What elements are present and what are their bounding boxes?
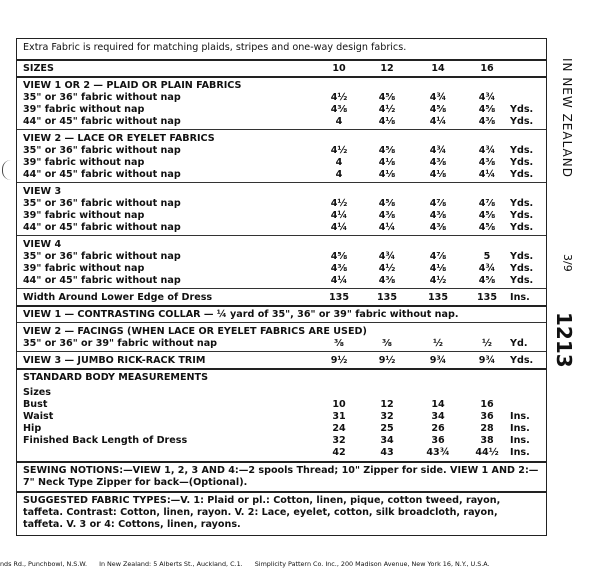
cell: ⅜	[382, 338, 392, 349]
row-label: Width Around Lower Edge of Dress	[23, 292, 213, 303]
cell: 4⅝	[330, 251, 348, 262]
unit: Yds.	[510, 198, 534, 209]
footer-address-nz: In New Zealand: 5 Alberts St., Auckland, C.1.	[99, 560, 243, 568]
cell: 28	[480, 423, 494, 434]
unit: Yds.	[510, 275, 534, 286]
unit: Ins.	[510, 292, 530, 303]
cell: 4⅜	[330, 104, 348, 115]
row-label: 35" or 36" fabric without nap	[23, 251, 181, 262]
row-label: Bust	[23, 399, 48, 410]
cell: 36	[480, 411, 494, 422]
cell: 9¾	[429, 355, 447, 366]
unit: Yds.	[510, 263, 534, 274]
cell: 4⅜	[429, 210, 447, 221]
divider	[17, 322, 546, 323]
section-title: VIEW 2 — FACINGS (WHEN LACE OR EYELET FABRICS ARE USED)	[23, 326, 367, 337]
cell: 4¾	[378, 251, 396, 262]
divider	[17, 368, 546, 370]
sizes-label: SIZES	[23, 63, 54, 74]
size-12: 12	[380, 63, 394, 74]
section-title: VIEW 1 OR 2 — PLAID OR PLAIN FABRICS	[23, 80, 242, 91]
cell: 4¾	[478, 92, 496, 103]
cell: 10	[332, 399, 346, 410]
footer	[0, 560, 500, 568]
cell: 135	[376, 292, 398, 303]
row-label: VIEW 3 — JUMBO RICK-RACK TRIM	[23, 355, 206, 366]
cell: 4¾	[429, 92, 447, 103]
cell: 4¼	[330, 210, 348, 221]
section-title: VIEW 4	[23, 239, 62, 250]
cell: 38	[480, 435, 494, 446]
price-label: 3/9	[561, 254, 574, 272]
row-label: 44" or 45" fabric without nap	[23, 275, 181, 286]
extra-fabric-note: Extra Fabric is required for matching plaids, stripes and one-way design fabrics.	[23, 42, 407, 53]
row-label: 39" fabric without nap	[23, 104, 145, 115]
unit: Ins.	[510, 435, 530, 446]
cell: 4½	[378, 104, 396, 115]
unit: Yds.	[510, 210, 534, 221]
cell: 4⅜	[330, 263, 348, 274]
unit: Yds.	[510, 157, 534, 168]
cell: 34	[380, 435, 394, 446]
cell: 4⅞	[478, 198, 496, 209]
cell: 4¼	[330, 222, 348, 233]
cell: 4½	[330, 198, 348, 209]
cell: 43	[380, 447, 394, 458]
unit: Yds.	[510, 169, 534, 180]
cell: 4⅜	[378, 275, 396, 286]
unit: Ins.	[510, 423, 530, 434]
cell: 4¾	[429, 145, 447, 156]
row-label: 39" fabric without nap	[23, 263, 145, 274]
cell: 4⅞	[429, 251, 447, 262]
cell: 24	[332, 423, 346, 434]
section-title: VIEW 3	[23, 186, 62, 197]
divider	[17, 59, 546, 61]
cell: 4½	[330, 145, 348, 156]
cell: 4⅝	[478, 222, 496, 233]
cell: 14	[431, 399, 445, 410]
cell: 135	[476, 292, 498, 303]
cell: 4⅜	[378, 210, 396, 221]
cell: 135	[427, 292, 449, 303]
cell: 4⅜	[478, 157, 496, 168]
unit: Yds.	[510, 145, 534, 156]
cell: 4½	[429, 275, 447, 286]
side-margin	[552, 40, 578, 460]
row-label: Sizes	[23, 387, 51, 398]
unit: Ins.	[510, 447, 530, 458]
margin-mark	[2, 160, 11, 180]
cell: 4⅛	[378, 157, 396, 168]
cell: 44½	[475, 447, 499, 458]
cell: 4½	[378, 263, 396, 274]
cell: 4⅝	[429, 104, 447, 115]
unit: Yds.	[510, 116, 534, 127]
cell: 135	[328, 292, 350, 303]
sewing-notions: SEWING NOTIONS:—VIEW 1, 2, 3 AND 4:—2 spools Thread; 10" Zipper for side. VIEW 1 AND 2:—7" Neck Type Zipper for back—(Optional).	[23, 465, 539, 488]
divider	[17, 235, 546, 236]
cell: 4¼	[378, 222, 396, 233]
unit: Yds.	[510, 222, 534, 233]
cell: 4⅝	[478, 275, 496, 286]
divider	[17, 305, 546, 307]
row-label: 44" or 45" fabric without nap	[23, 116, 181, 127]
row-label: 35" or 36" fabric without nap	[23, 145, 181, 156]
suggested-fabric-types: SUGGESTED FABRIC TYPES:—V. 1: Plaid or pl.: Cotton, linen, pique, cotton tweed, rayon, taffeta. Contrast: Cotton, linen, rayon. V. 2: Lace, eyelet, cotton, silk broadcloth, rayon, taffeta. V. 3 or 4: Cottons, linen, rayons.	[23, 495, 501, 530]
section-title: VIEW 2 — LACE OR EYELET FABRICS	[23, 133, 215, 144]
cell: 4⅝	[378, 92, 396, 103]
cell: 4¾	[478, 145, 496, 156]
size-14: 14	[431, 63, 445, 74]
unit: Yd.	[510, 338, 528, 349]
cell: 4⅝	[478, 104, 496, 115]
row-label: 39" fabric without nap	[23, 157, 145, 168]
cell: 34	[431, 411, 445, 422]
cell: 4⅛	[378, 169, 396, 180]
cell: 9½	[330, 355, 348, 366]
cell: ½	[433, 338, 443, 349]
divider	[17, 491, 546, 493]
cell: 4½	[330, 92, 348, 103]
row-label: 35" or 36" or 39" fabric without nap	[23, 338, 218, 349]
cell: 31	[332, 411, 346, 422]
divider	[17, 76, 546, 78]
row-label: Hip	[23, 423, 42, 434]
yardage-chart	[16, 38, 547, 536]
row-label: Finished Back Length of Dress	[23, 435, 188, 446]
cell: 4¼	[478, 169, 496, 180]
size-10: 10	[332, 63, 346, 74]
row-label: Waist	[23, 411, 54, 422]
cell: 36	[431, 435, 445, 446]
size-16: 16	[480, 63, 494, 74]
unit: Yds.	[510, 251, 534, 262]
cell: 9½	[378, 355, 396, 366]
cell: 4¼	[429, 116, 447, 127]
cell: 16	[480, 399, 494, 410]
cell: 12	[380, 399, 394, 410]
row-label: 44" or 45" fabric without nap	[23, 169, 181, 180]
divider	[17, 182, 546, 183]
pattern-number: 1213	[552, 312, 576, 368]
country-label: IN NEW ZEALAND	[560, 58, 574, 178]
cell: 4⅞	[429, 198, 447, 209]
cell: 4⅝	[378, 198, 396, 209]
cell: 4⅜	[429, 222, 447, 233]
cell: 4¼	[330, 275, 348, 286]
cell: 25	[380, 423, 394, 434]
cell: 26	[431, 423, 445, 434]
cell: 4⅛	[378, 116, 396, 127]
row-label: 35" or 36" fabric without nap	[23, 198, 181, 209]
cell: 32	[332, 435, 346, 446]
divider	[17, 461, 546, 463]
divider	[17, 288, 546, 289]
cell: 42	[332, 447, 346, 458]
cell: 4⅜	[478, 116, 496, 127]
divider	[17, 129, 546, 130]
unit: Yds.	[510, 355, 534, 366]
row-label: 39" fabric without nap	[23, 210, 145, 221]
footer-address-au: nds Rd., Punchbowl, N.S.W.	[0, 560, 88, 568]
row-label: 35" or 36" fabric without nap	[23, 92, 181, 103]
cell: 4⅝	[378, 145, 396, 156]
footer-address-us: Simplicity Pattern Co. Inc., 200 Madison Avenue, New York 16, N.Y., U.S.A.	[254, 560, 490, 568]
cell: ½	[482, 338, 492, 349]
unit: Yds.	[510, 104, 534, 115]
divider	[17, 351, 546, 352]
section-title: STANDARD BODY MEASUREMENTS	[23, 372, 209, 383]
cell: ⅜	[334, 338, 344, 349]
row-label: 44" or 45" fabric without nap	[23, 222, 181, 233]
cell: 43¾	[426, 447, 450, 458]
cell: 4⅛	[429, 169, 447, 180]
collar-text: VIEW 1 — CONTRASTING COLLAR — ¼ yard of 35", 36" or 39" fabric without nap.	[23, 309, 459, 320]
unit: Ins.	[510, 411, 530, 422]
cell: 4	[335, 169, 343, 180]
cell: 4	[335, 157, 343, 168]
cell: 4⅜	[429, 157, 447, 168]
cell: 4¾	[478, 263, 496, 274]
cell: 4⅛	[429, 263, 447, 274]
cell: 5	[483, 251, 491, 262]
cell: 9¾	[478, 355, 496, 366]
cell: 4	[335, 116, 343, 127]
cell: 4⅝	[478, 210, 496, 221]
cell: 32	[380, 411, 394, 422]
